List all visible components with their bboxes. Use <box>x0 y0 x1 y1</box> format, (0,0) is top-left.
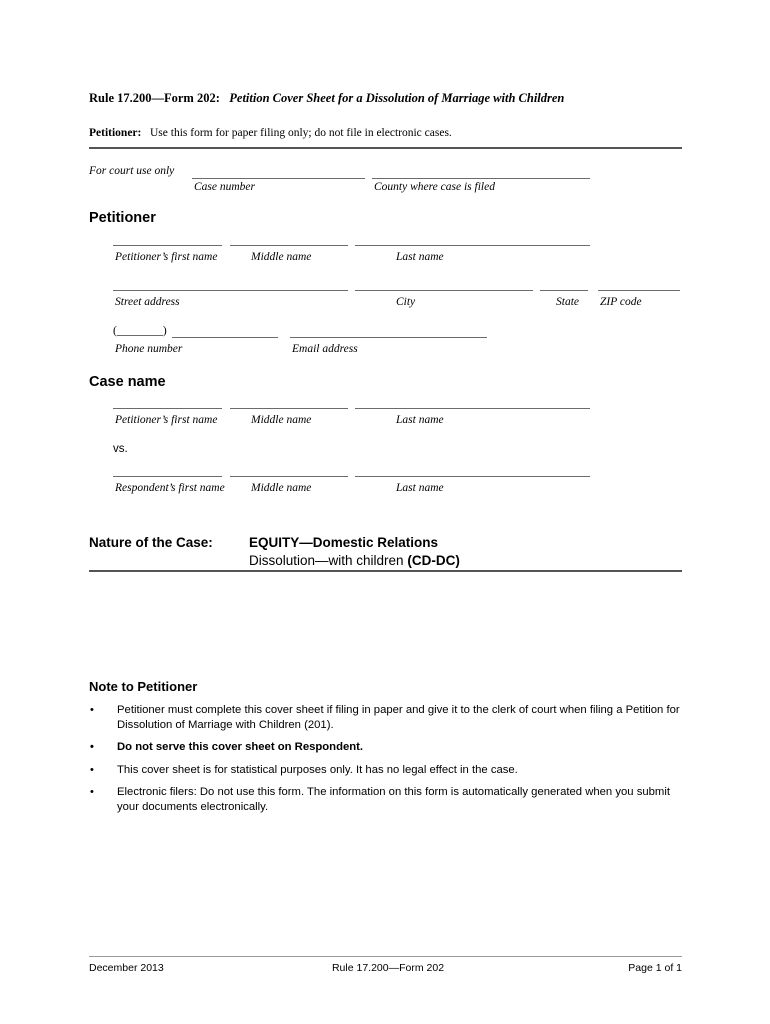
petitioner-last-name-input[interactable] <box>355 245 590 246</box>
case-petitioner-first-name-input[interactable] <box>113 408 222 409</box>
case-petitioner-last-name-input[interactable] <box>355 408 590 409</box>
petitioner-first-name-label: Petitioner’s first name <box>115 251 218 263</box>
header-divider <box>89 147 682 149</box>
list-item-text: Electronic filers: Do not use this form. The information on this form is automatically generated when you submit your documents electronically. <box>117 786 670 813</box>
petitioner-last-name-label: Last name <box>396 251 444 263</box>
street-address-input[interactable] <box>113 290 348 291</box>
email-address-input[interactable] <box>290 337 487 338</box>
versus-label: vs. <box>113 443 128 455</box>
note-to-petitioner-list <box>89 703 681 822</box>
petitioner-first-name-input[interactable] <box>113 245 222 246</box>
petitioner-instruction <box>89 126 689 140</box>
nature-of-case-category: EQUITY—Domestic Relations <box>249 535 439 550</box>
list-item <box>89 740 681 755</box>
footer-page-number: Page 1 of 1 <box>628 962 682 974</box>
case-number-input[interactable] <box>192 178 365 179</box>
footer-form-reference: Rule 17.200—Form 202 <box>331 962 445 974</box>
footer-divider <box>89 956 682 957</box>
section-heading-case-name: Case name <box>89 374 166 390</box>
county-label: County where case is filed <box>374 181 495 193</box>
bullet-icon: • <box>90 741 94 753</box>
phone-number-label: Phone number <box>115 343 183 355</box>
nature-of-case-divider <box>89 570 682 572</box>
street-address-label: Street address <box>115 296 180 308</box>
email-address-label: Email address <box>292 343 358 355</box>
petitioner-instruction-text: Use this form for paper filing only; do not file in electronic cases. <box>150 127 452 139</box>
footer <box>89 962 682 975</box>
nature-of-case-subcategory-text: Dissolution—with children <box>249 553 408 568</box>
respondent-first-name-label: Respondent’s first name <box>115 482 225 494</box>
list-item <box>89 703 681 732</box>
respondent-middle-name-input[interactable] <box>230 476 348 477</box>
city-input[interactable] <box>355 290 533 291</box>
petitioner-middle-name-input[interactable] <box>230 245 348 246</box>
title-rule-label: Rule 17.200—Form 202: <box>89 91 220 105</box>
city-label: City <box>396 296 416 308</box>
phone-number-input[interactable] <box>172 337 278 338</box>
case-petitioner-first-name-label: Petitioner’s first name <box>115 414 218 426</box>
state-label: State <box>556 296 579 308</box>
respondent-last-name-label: Last name <box>396 482 444 494</box>
county-input[interactable] <box>372 178 590 179</box>
list-item-text: Do not serve this cover sheet on Respondent. <box>117 741 364 753</box>
bullet-icon: • <box>90 786 94 798</box>
note-to-petitioner-heading: Note to Petitioner <box>89 679 198 694</box>
zip-code-input[interactable] <box>598 290 680 291</box>
phone-area-code-input[interactable]: (________) <box>113 325 167 337</box>
title-form-name: Petition Cover Sheet for a Dissolution of Marriage with Children <box>229 91 565 105</box>
respondent-middle-name-label: Middle name <box>251 482 312 494</box>
list-item-text: This cover sheet is for statistical purposes only. It has no legal effect in the case. <box>117 763 518 776</box>
footer-date: December 2013 <box>89 962 164 974</box>
nature-of-case-subcategory <box>249 553 460 568</box>
case-petitioner-middle-name-label: Middle name <box>251 414 312 426</box>
section-heading-petitioner: Petitioner <box>89 210 156 226</box>
nature-of-case-label: Nature of the Case: <box>89 535 213 550</box>
respondent-first-name-input[interactable] <box>113 476 222 477</box>
case-petitioner-middle-name-input[interactable] <box>230 408 348 409</box>
page-title <box>89 91 689 106</box>
case-petitioner-last-name-label: Last name <box>396 414 444 426</box>
list-item-text: Petitioner must complete this cover sheet if filing in paper and give it to the clerk of court when filing a Petition for Dissolution of Marriage with Children (201). <box>117 704 680 731</box>
petitioner-middle-name-label: Middle name <box>251 251 312 263</box>
respondent-last-name-input[interactable] <box>355 476 590 477</box>
list-item <box>89 785 681 814</box>
case-number-label: Case number <box>194 181 256 193</box>
court-use-label: For court use only <box>89 165 175 177</box>
zip-code-label: ZIP code <box>600 296 642 308</box>
bullet-icon: • <box>90 704 94 716</box>
nature-of-case-code: (CD-DC) <box>407 553 460 568</box>
petitioner-instruction-lead: Petitioner: <box>89 127 142 139</box>
state-input[interactable] <box>540 290 588 291</box>
list-item <box>89 763 681 778</box>
bullet-icon: • <box>90 763 94 776</box>
